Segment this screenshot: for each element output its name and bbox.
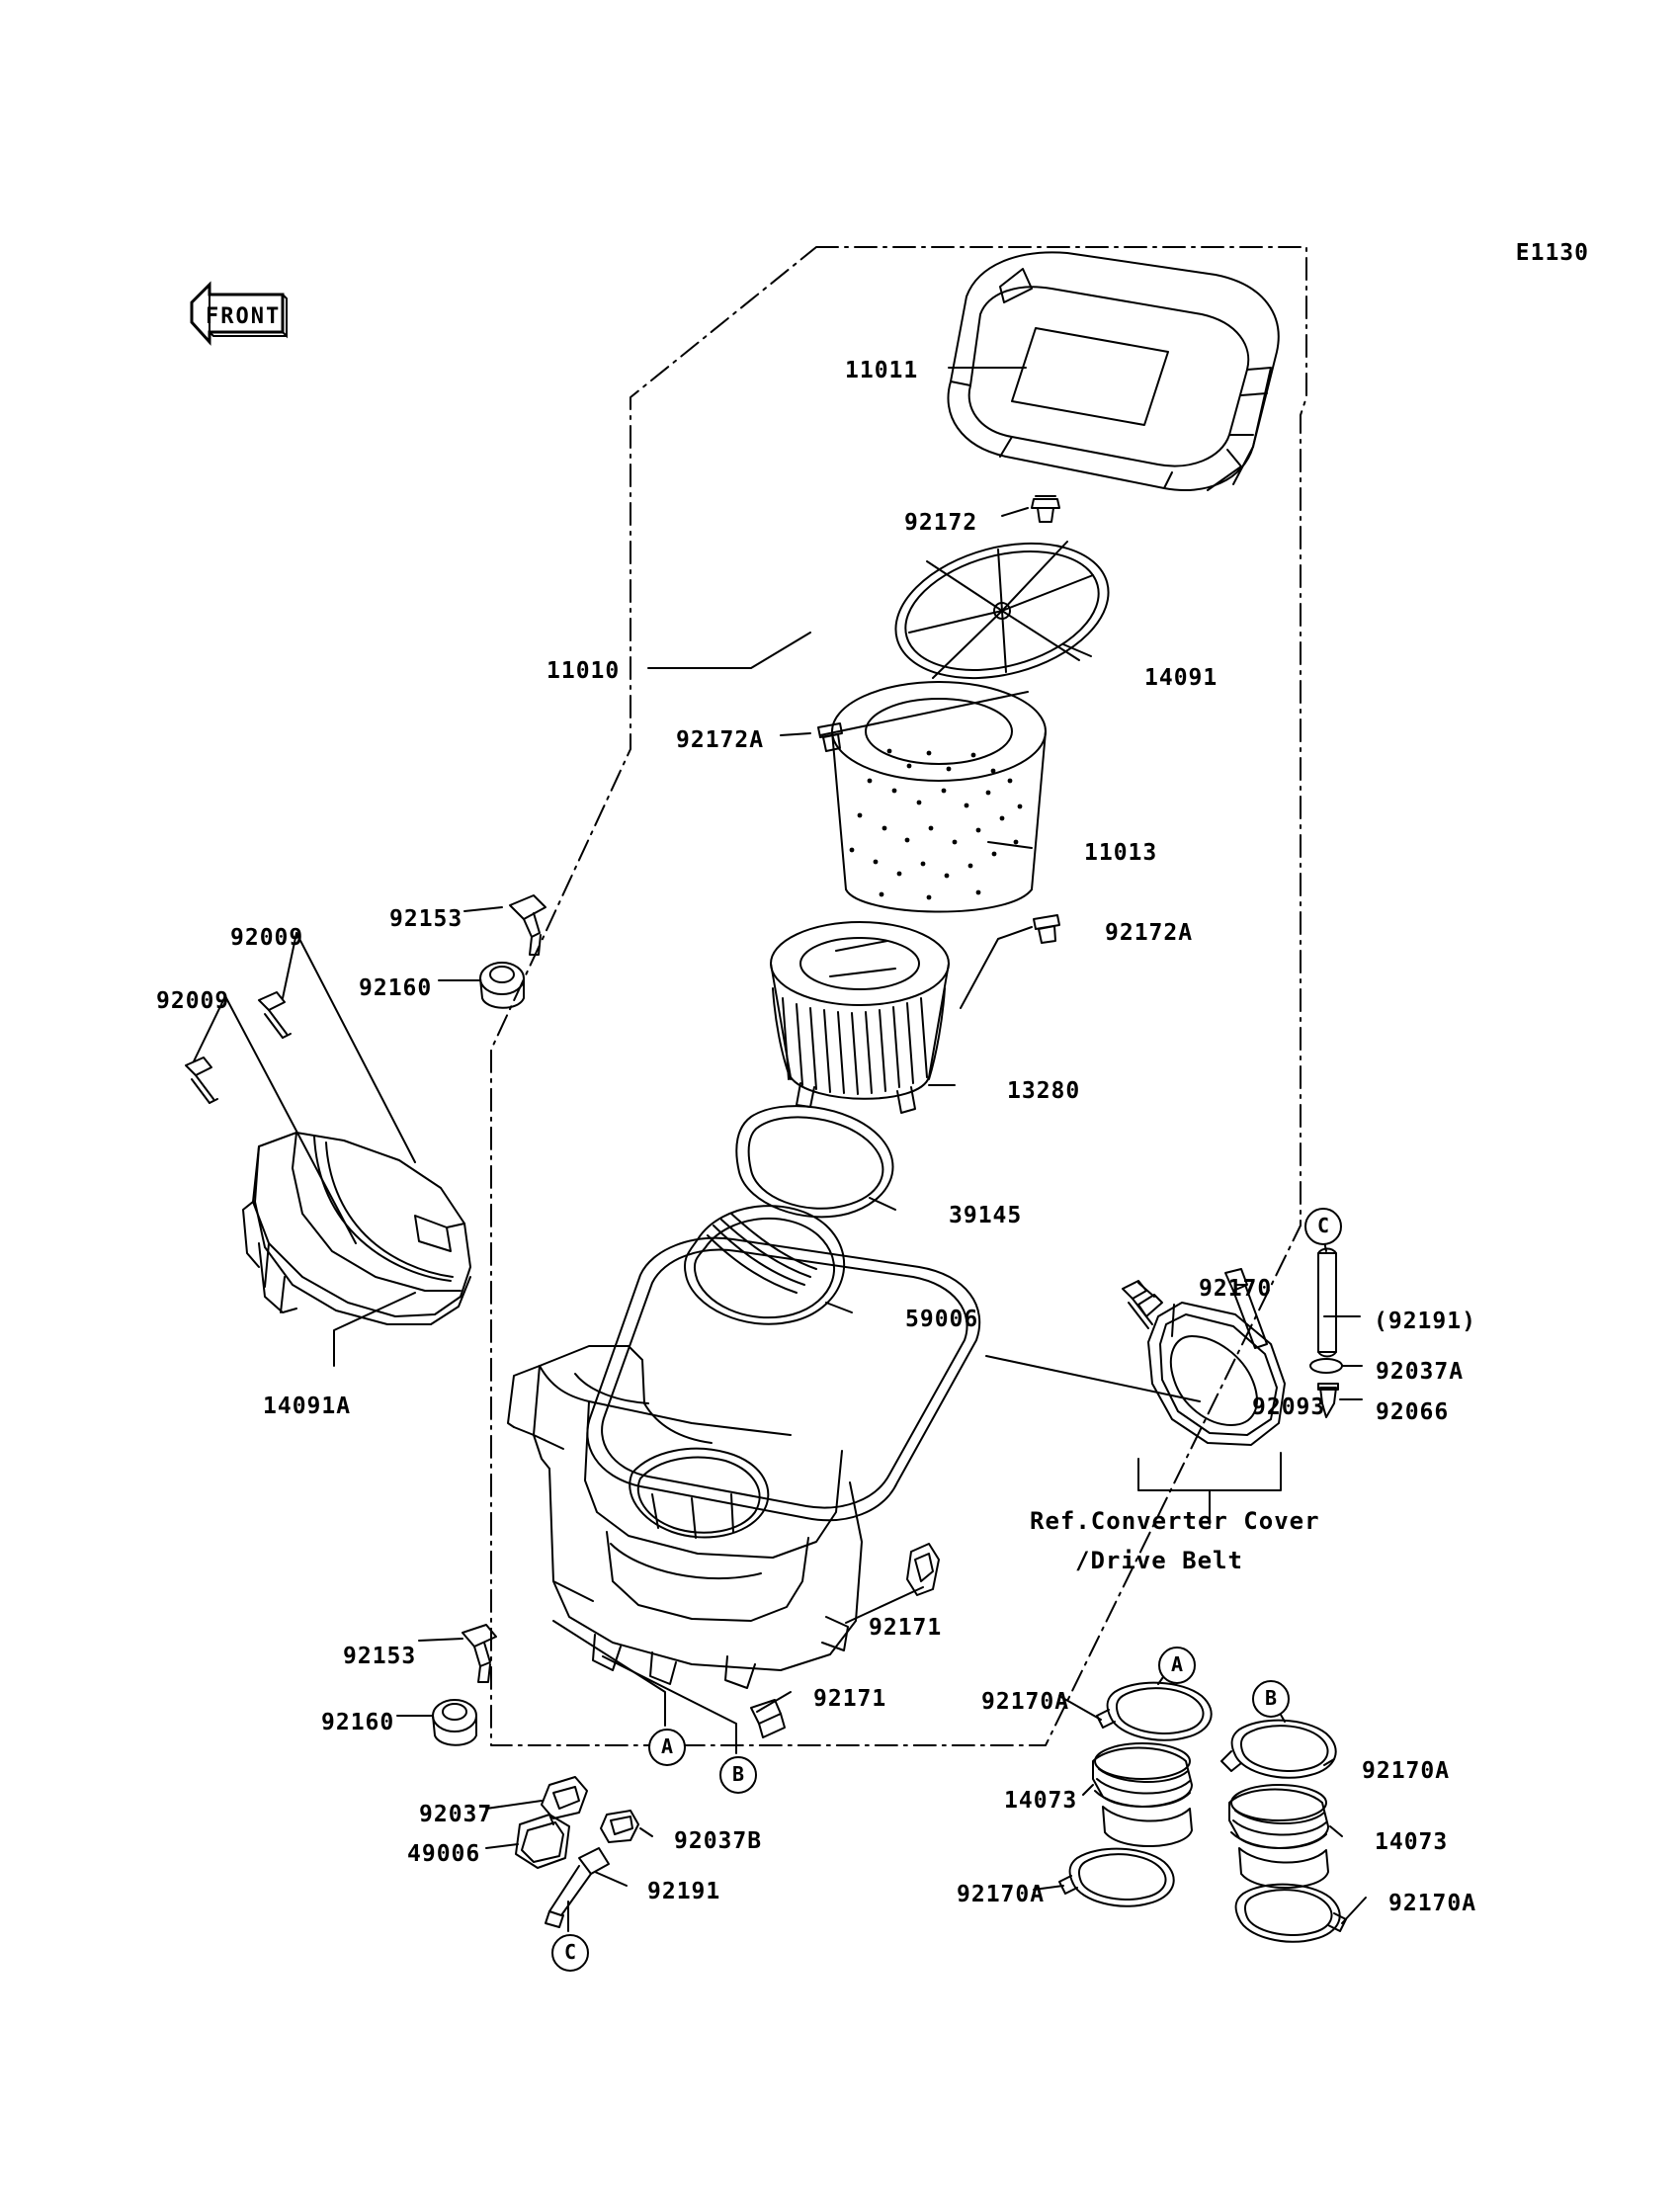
part-number-92009: 92009 xyxy=(156,988,230,1014)
part-number-92170: 92170 xyxy=(1199,1276,1273,1302)
part-number-92153: 92153 xyxy=(389,906,463,932)
part-number-92153: 92153 xyxy=(343,1644,417,1669)
part-number-92172A: 92172A xyxy=(1105,920,1194,946)
part-number-14091A: 14091A xyxy=(263,1394,352,1419)
part-number-92170A: 92170A xyxy=(981,1689,1070,1715)
balloon-marker-b: B xyxy=(1252,1680,1290,1718)
part-number-11010: 11010 xyxy=(546,658,621,684)
part-number-92171: 92171 xyxy=(869,1615,943,1641)
part-number-92172: 92172 xyxy=(904,510,978,536)
part-number-92170A: 92170A xyxy=(957,1882,1046,1907)
part-number-92171: 92171 xyxy=(813,1686,887,1712)
part-number-11011: 11011 xyxy=(845,358,919,383)
part-number-59006: 59006 xyxy=(905,1307,979,1332)
part-number-92160: 92160 xyxy=(359,975,433,1001)
reference-note-line-2: /Drive Belt xyxy=(1075,1547,1243,1574)
part-number-11013: 11013 xyxy=(1084,840,1158,866)
part-number-13280: 13280 xyxy=(1007,1078,1081,1104)
part-number-92066: 92066 xyxy=(1376,1399,1450,1425)
part-number-14073: 14073 xyxy=(1004,1788,1078,1814)
part-number-92037A: 92037A xyxy=(1376,1359,1465,1385)
part-number-92037: 92037 xyxy=(419,1802,493,1827)
balloon-marker-c: C xyxy=(551,1934,589,1972)
part-number-92170A: 92170A xyxy=(1362,1758,1451,1784)
part-number-92172A: 92172A xyxy=(676,727,765,753)
part-number-14073: 14073 xyxy=(1375,1829,1449,1855)
part-number-92191: (92191) xyxy=(1374,1309,1476,1334)
balloon-marker-a: A xyxy=(1158,1647,1196,1684)
part-number-49006: 49006 xyxy=(407,1841,481,1867)
part-number-39145: 39145 xyxy=(949,1203,1023,1228)
part-number-92093: 92093 xyxy=(1252,1394,1326,1420)
diagram-code: E1130 xyxy=(1515,240,1589,266)
part-number-92191: 92191 xyxy=(647,1879,721,1904)
balloon-marker-a: A xyxy=(648,1729,686,1766)
reference-note-line-1: Ref.Converter Cover xyxy=(1030,1507,1320,1535)
balloon-marker-c: C xyxy=(1304,1208,1342,1245)
part-number-92009: 92009 xyxy=(230,925,304,951)
balloon-marker-b: B xyxy=(719,1756,757,1794)
part-number-92037B: 92037B xyxy=(674,1828,763,1854)
part-number-92170A: 92170A xyxy=(1388,1891,1477,1916)
part-number-14091: 14091 xyxy=(1144,665,1218,691)
front-marker-label: FRONT xyxy=(206,304,282,329)
part-number-92160: 92160 xyxy=(321,1710,395,1735)
